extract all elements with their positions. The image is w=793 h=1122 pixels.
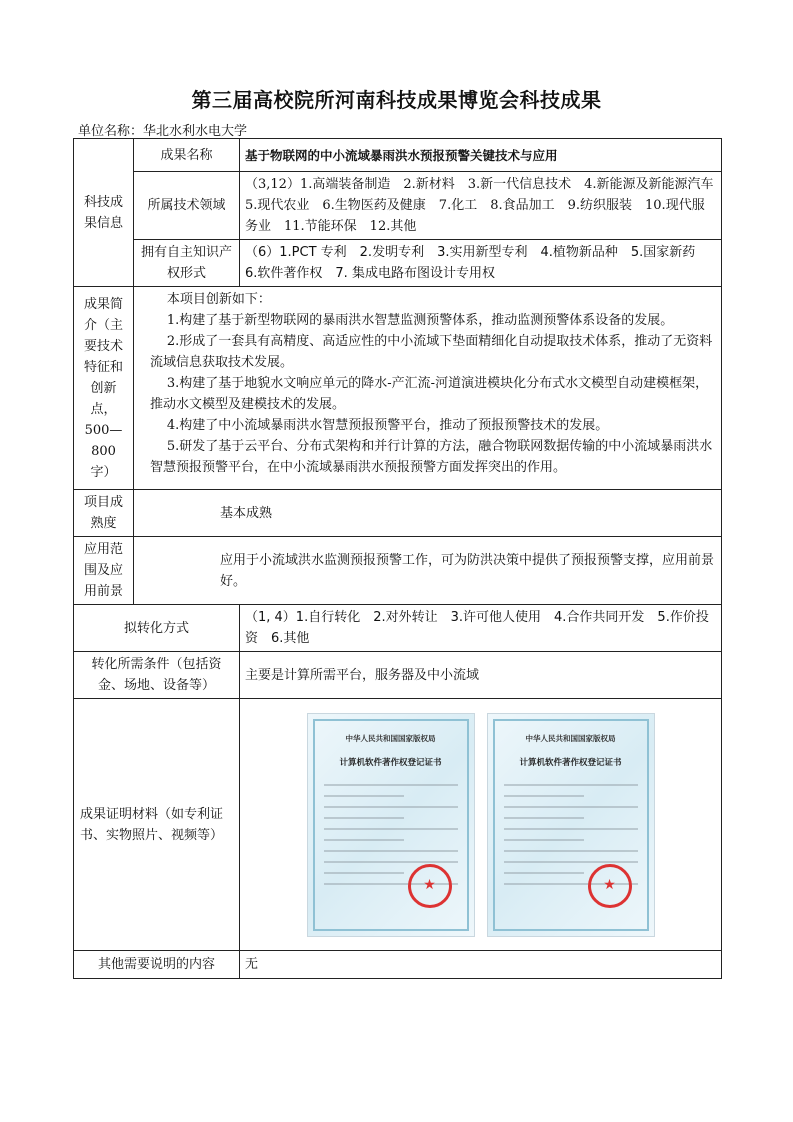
ip-form-value: （6）1.PCT 专利 2.发明专利 3.实用新型专利 4.植物新品种 5.国家新药 6.软件著作权 7. 集成电路布图设计专用权 [240, 240, 722, 287]
cert-issuer: 中华人民共和国国家版权局 [345, 733, 436, 743]
tech-field-value: （3,12）1.高端装备制造 2.新材料 3.新一代信息技术 4.新能源及新能源汽车 5.现代农业 6.生物医药及健康 7.化工 8.食品加工 9.纺织服装 10.现代服务业 11.节能环保 12.其他 [240, 172, 722, 240]
transfer-label: 拟转化方式 [74, 605, 240, 652]
row-label-ip: 拥有自主知识产权形式 [134, 240, 240, 287]
cert-issuer: 中华人民共和国国家版权局 [525, 733, 616, 743]
summary-item: 5.研发了基于云平台、分布式架构和并行计算的方法，融合物联网数据传输的中小流域暴雨洪水智慧预报预警平台，在中小流域暴雨洪水预报预警方面发挥突出的作用。 [150, 439, 713, 475]
unit-name: 单位名称：华北水利水电大学 [78, 124, 248, 139]
table-row [74, 537, 722, 605]
summary-label: 成果简介（主要技术特征和创新点，500—800字） [74, 287, 134, 490]
summary-item: 4.构建了中小流域暴雨洪水智慧预报预警平台，推动了预报预警技术的发展。 [166, 418, 609, 433]
table-row [74, 139, 722, 172]
table-row [74, 490, 722, 537]
cert-title: 计算机软件著作权登记证书 [339, 757, 442, 768]
table-row [74, 951, 722, 979]
summary-intro: 本项目创新如下： [166, 292, 271, 307]
seal-icon: ★ [588, 864, 632, 908]
maturity-label: 项目成熟度 [74, 490, 134, 537]
info-group-label: 科技成果信息 [74, 139, 134, 287]
table-row [74, 699, 722, 951]
other-label: 其他需要说明的内容 [74, 951, 240, 979]
application-label: 应用范围及应用前景 [74, 537, 134, 605]
table-row [74, 287, 722, 490]
conditions-value: 主要是计算所需平台，服务器及中小流域 [240, 652, 722, 699]
proof-label: 成果证明材料（如专利证书、实物照片、视频等） [74, 699, 240, 951]
table-row [74, 240, 722, 287]
summary-item: 2.形成了一套具有高精度、高适应性的中小流域下垫面精细化自动提取技术体系，推动了无资料流域信息获取技术发展。 [150, 334, 713, 370]
summary-item: 3.构建了基于地貌水文响应单元的降水-产汇流-河道演进模块化分布式水文模型自动建模框架，推动水文模型及建模技术的发展。 [150, 376, 709, 412]
conditions-label: 转化所需条件（包括资金、场地、设备等） [74, 652, 240, 699]
other-value: 无 [240, 951, 722, 979]
row-label-field: 所属技术领域 [134, 172, 240, 240]
table-row [74, 652, 722, 699]
table-row [74, 605, 722, 652]
achievement-table [73, 138, 727, 979]
certificate-gallery [245, 709, 716, 941]
certificate-image [487, 713, 655, 937]
table-row [74, 172, 722, 240]
maturity-value: 基本成熟 [134, 490, 722, 537]
summary-content [134, 287, 722, 490]
row-label-name: 成果名称 [134, 139, 240, 172]
certificate-image [307, 713, 475, 937]
summary-item: 1.构建了基于新型物联网的暴雨洪水智慧监测预警体系，推动监测预警体系设备的发展。 [166, 313, 674, 328]
seal-icon: ★ [408, 864, 452, 908]
proof-content [240, 699, 722, 951]
page-title: 第三届高校院所河南科技成果博览会科技成果 [191, 88, 602, 112]
application-value: 应用于小流域洪水监测预报预警工作，可为防洪决策中提供了预报预警支撑，应用前景好。 [134, 537, 722, 605]
cert-title: 计算机软件著作权登记证书 [519, 757, 622, 768]
achievement-name: 基于物联网的中小流域暴雨洪水预报预警关键技术与应用 [240, 139, 722, 172]
transfer-value: （1, 4）1.自行转化 2.对外转让 3.许可他人使用 4.合作共同开发 5.作价投资 6.其他 [240, 605, 722, 652]
